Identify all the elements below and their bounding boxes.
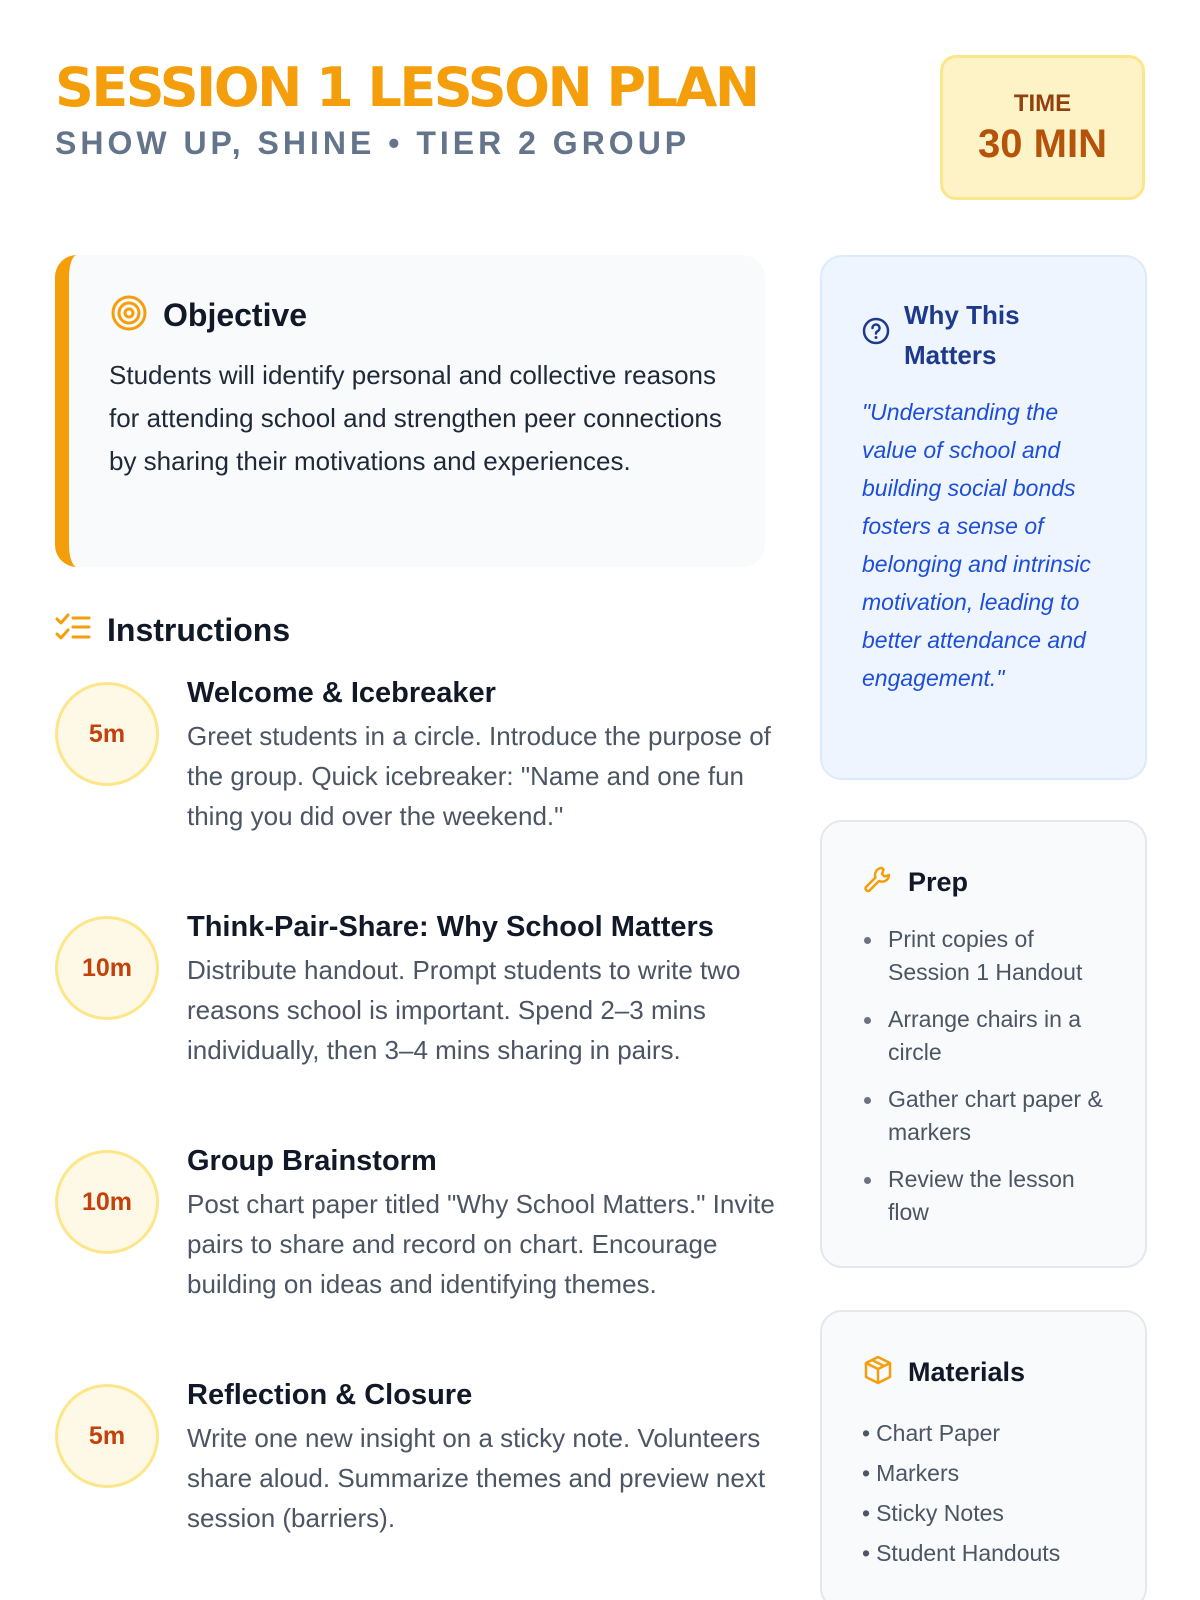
step-description: Greet students in a circle. Introduce the purpose of the group. Quick icebreaker: "Name and one fun thing you did over the weekend." xyxy=(187,721,771,831)
step-item xyxy=(55,1379,775,1600)
why-title: Why This Matters xyxy=(904,300,1020,370)
step-description: Write one new insight on a sticky note. Volunteers share aloud. Summarize themes and preview next session (barriers). xyxy=(187,1423,766,1533)
prep-list xyxy=(862,923,1105,1229)
duration-badge: 5m xyxy=(55,1384,159,1488)
why-this-matters-card xyxy=(820,255,1147,780)
step-title: Group Brainstorm xyxy=(187,1145,437,1177)
objective-text: Students will identify personal and collective reasons for attending school and strengthen peer connections by sharing their motivations and experiences. xyxy=(109,360,722,476)
bullet: • xyxy=(862,1540,871,1566)
time-label: TIME xyxy=(1013,90,1072,117)
duration-badge: 5m xyxy=(55,682,159,786)
materials-card xyxy=(820,1310,1147,1600)
duration-badge: 10m xyxy=(55,1150,159,1254)
step-title: Reflection & Closure xyxy=(187,1379,473,1411)
prep-item: Gather chart paper & markers xyxy=(862,1083,1105,1149)
step-title: Think-Pair-Share: Why School Matters xyxy=(187,911,714,943)
prep-card xyxy=(820,820,1147,1268)
material-item xyxy=(862,1533,1105,1573)
why-quote: "Understanding the value of school and building social bonds fosters a sense of belonging and intrinsic motivation, leading to better attendance and engagement." xyxy=(862,399,1091,691)
bullet: • xyxy=(862,1460,871,1486)
question-circle-icon xyxy=(862,295,890,350)
material-label: Chart Paper xyxy=(876,1420,1001,1446)
instructions-header xyxy=(55,612,290,649)
step-item xyxy=(55,911,775,1150)
page-subtitle: SHOW UP, SHINE • TIER 2 GROUP xyxy=(55,125,691,161)
objective-card xyxy=(55,255,765,567)
wrench-icon xyxy=(862,864,894,901)
step-title: Welcome & Icebreaker xyxy=(187,677,496,709)
step-description: Distribute handout. Prompt students to write two reasons school is important. Spend 2–3 mins individually, then 3–4 mins sharing in pairs. xyxy=(187,955,741,1065)
duration-badge: 10m xyxy=(55,916,159,1020)
step-description: Post chart paper titled "Why School Matters." Invite pairs to share and record on chart. Encourage building on ideas and identifying themes. xyxy=(187,1189,775,1299)
bullet: • xyxy=(862,1420,871,1446)
prep-item: Print copies of Session 1 Handout xyxy=(862,923,1105,989)
material-label: Sticky Notes xyxy=(876,1500,1004,1526)
objective-title: Objective xyxy=(163,297,308,333)
prep-title: Prep xyxy=(908,867,969,897)
step-item xyxy=(55,677,775,916)
materials-list xyxy=(862,1413,1105,1573)
time-value: 30 MIN xyxy=(978,122,1107,166)
target-icon xyxy=(109,293,149,338)
page-title: SESSION 1 LESSON PLAN xyxy=(55,56,758,119)
materials-title: Materials xyxy=(908,1357,1026,1387)
prep-item: Arrange chairs in a circle xyxy=(862,1003,1105,1069)
checklist-icon xyxy=(55,612,91,649)
instruction-steps xyxy=(55,677,775,1600)
step-item xyxy=(55,1145,775,1384)
box-icon xyxy=(862,1354,894,1391)
material-item xyxy=(862,1453,1105,1493)
time-badge xyxy=(940,55,1145,200)
material-item xyxy=(862,1413,1105,1453)
bullet: • xyxy=(862,1500,871,1526)
header xyxy=(55,55,1145,205)
instructions-title: Instructions xyxy=(107,612,291,648)
material-label: Student Handouts xyxy=(876,1540,1061,1566)
material-item xyxy=(862,1493,1105,1533)
material-label: Markers xyxy=(876,1460,960,1486)
prep-item: Review the lesson flow xyxy=(862,1163,1105,1229)
